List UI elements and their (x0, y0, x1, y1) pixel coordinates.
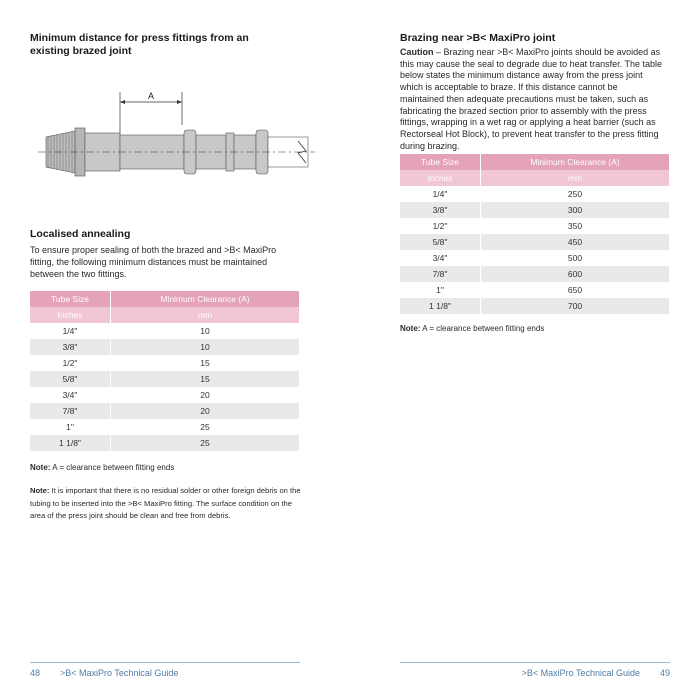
note-clearance-left (30, 462, 174, 473)
heading-min-distance: Minimum distance for press fittings from an existing brazed joint (30, 32, 249, 57)
right-page (400, 0, 670, 700)
table-row (30, 403, 300, 419)
cell-clearance: 250 (481, 186, 670, 202)
cell-clearance: 650 (481, 282, 670, 298)
cell-clearance: 15 (111, 371, 300, 387)
fitting-diagram (30, 85, 330, 195)
cell-tube-size: 1/2" (400, 218, 481, 234)
table-row (400, 250, 670, 266)
note-text: A = clearance between fitting ends (50, 463, 175, 472)
cell-tube-size: 7/8" (30, 403, 111, 419)
footer-rule-right (400, 662, 670, 663)
footer-title-left: >B< MaxiPro Technical Guide (60, 668, 179, 678)
table-row (30, 371, 300, 387)
cell-clearance: 25 (111, 419, 300, 435)
cell-clearance: 25 (111, 435, 300, 451)
col-header-min-clearance: Minimum Clearance (A) (481, 154, 670, 170)
cell-clearance: 450 (481, 234, 670, 250)
page-number-left: 48 (30, 668, 41, 678)
table-row (30, 323, 300, 339)
unit-inches: Inches (30, 307, 111, 323)
col-header-tube-size: Tube Size (30, 291, 111, 307)
cell-tube-size: 3/8" (400, 202, 481, 218)
cell-clearance: 300 (481, 202, 670, 218)
caution-paragraph (400, 47, 662, 152)
cell-tube-size: 1" (400, 282, 481, 298)
page-number-right: 49 (659, 668, 670, 678)
cell-tube-size: 1/4" (30, 323, 111, 339)
cell-clearance: 600 (481, 266, 670, 282)
note-label: Note: (30, 486, 50, 495)
footer-rule-left (30, 662, 300, 663)
cell-clearance: 700 (481, 298, 670, 314)
table-row (30, 419, 300, 435)
table-row (30, 387, 300, 403)
table-row (400, 218, 670, 234)
cell-clearance: 500 (481, 250, 670, 266)
note-text: It is important that there is no residual solder or other foreign debris on the tubing to be inserted into the >B< MaxiPro fitting. The surface condition on the area of the press joint should be clean and free from debris. (30, 486, 301, 520)
table-row (400, 282, 670, 298)
clearance-table-right (400, 154, 670, 314)
cell-tube-size: 7/8" (400, 266, 481, 282)
clearance-table-left (30, 291, 300, 451)
note-label: Note: (30, 463, 51, 472)
cell-clearance: 350 (481, 218, 670, 234)
heading-localised-annealing: Localised annealing (30, 228, 131, 240)
table-row (30, 435, 300, 451)
cell-tube-size: 3/4" (400, 250, 481, 266)
caution-label: Caution (400, 47, 434, 57)
unit-mm: mm (111, 307, 300, 323)
table-row (30, 339, 300, 355)
table-row (30, 355, 300, 371)
table-row (400, 202, 670, 218)
note-text: A = clearance between fitting ends (420, 324, 545, 333)
note-clearance-right (400, 323, 544, 334)
cell-tube-size: 1 1/8" (400, 298, 481, 314)
cell-clearance: 15 (111, 355, 300, 371)
caution-text: – Brazing near >B< MaxiPro joints should be avoided as this may cause the seal to degrade due to heat transfer. The table below states the minimum distance away from the press joint which is acceptable to braze. If this distance cannot be maintained then adequate precautions must be taken, such as fabricating the brazed section prior to assembly with the press fittings, wrapping in a wet rag or applying a heat barrier (such as Rectorseal Hot Block), to prevent heat transfer to the press fitting during brazing. (400, 47, 663, 151)
annealing-paragraph: To ensure proper sealing of both the brazed and >B< MaxiPro fitting, the following minimum distances must be maintained between the two fittings. (30, 245, 277, 279)
cell-tube-size: 5/8" (30, 371, 111, 387)
cell-tube-size: 1/2" (30, 355, 111, 371)
cell-clearance: 10 (111, 323, 300, 339)
table-row (400, 266, 670, 282)
table-row (400, 186, 670, 202)
dimension-label: A (148, 91, 155, 101)
unit-inches: Inches (400, 170, 481, 186)
table-row (400, 234, 670, 250)
cell-tube-size: 1" (30, 419, 111, 435)
left-page (30, 0, 300, 700)
footer-title-right: >B< MaxiPro Technical Guide (521, 668, 640, 678)
cell-tube-size: 1 1/8" (30, 435, 111, 451)
unit-mm: mm (481, 170, 670, 186)
note-label: Note: (400, 324, 421, 333)
cell-tube-size: 1/4" (400, 186, 481, 202)
cell-clearance: 10 (111, 339, 300, 355)
cell-clearance: 20 (111, 403, 300, 419)
col-header-min-clearance: Minimum Clearance (A) (111, 291, 300, 307)
cell-clearance: 20 (111, 387, 300, 403)
note-debris (30, 485, 302, 523)
table-row (400, 298, 670, 314)
heading-brazing-near: Brazing near >B< MaxiPro joint (400, 32, 556, 44)
cell-tube-size: 5/8" (400, 234, 481, 250)
cell-tube-size: 3/8" (30, 339, 111, 355)
col-header-tube-size: Tube Size (400, 154, 481, 170)
cell-tube-size: 3/4" (30, 387, 111, 403)
